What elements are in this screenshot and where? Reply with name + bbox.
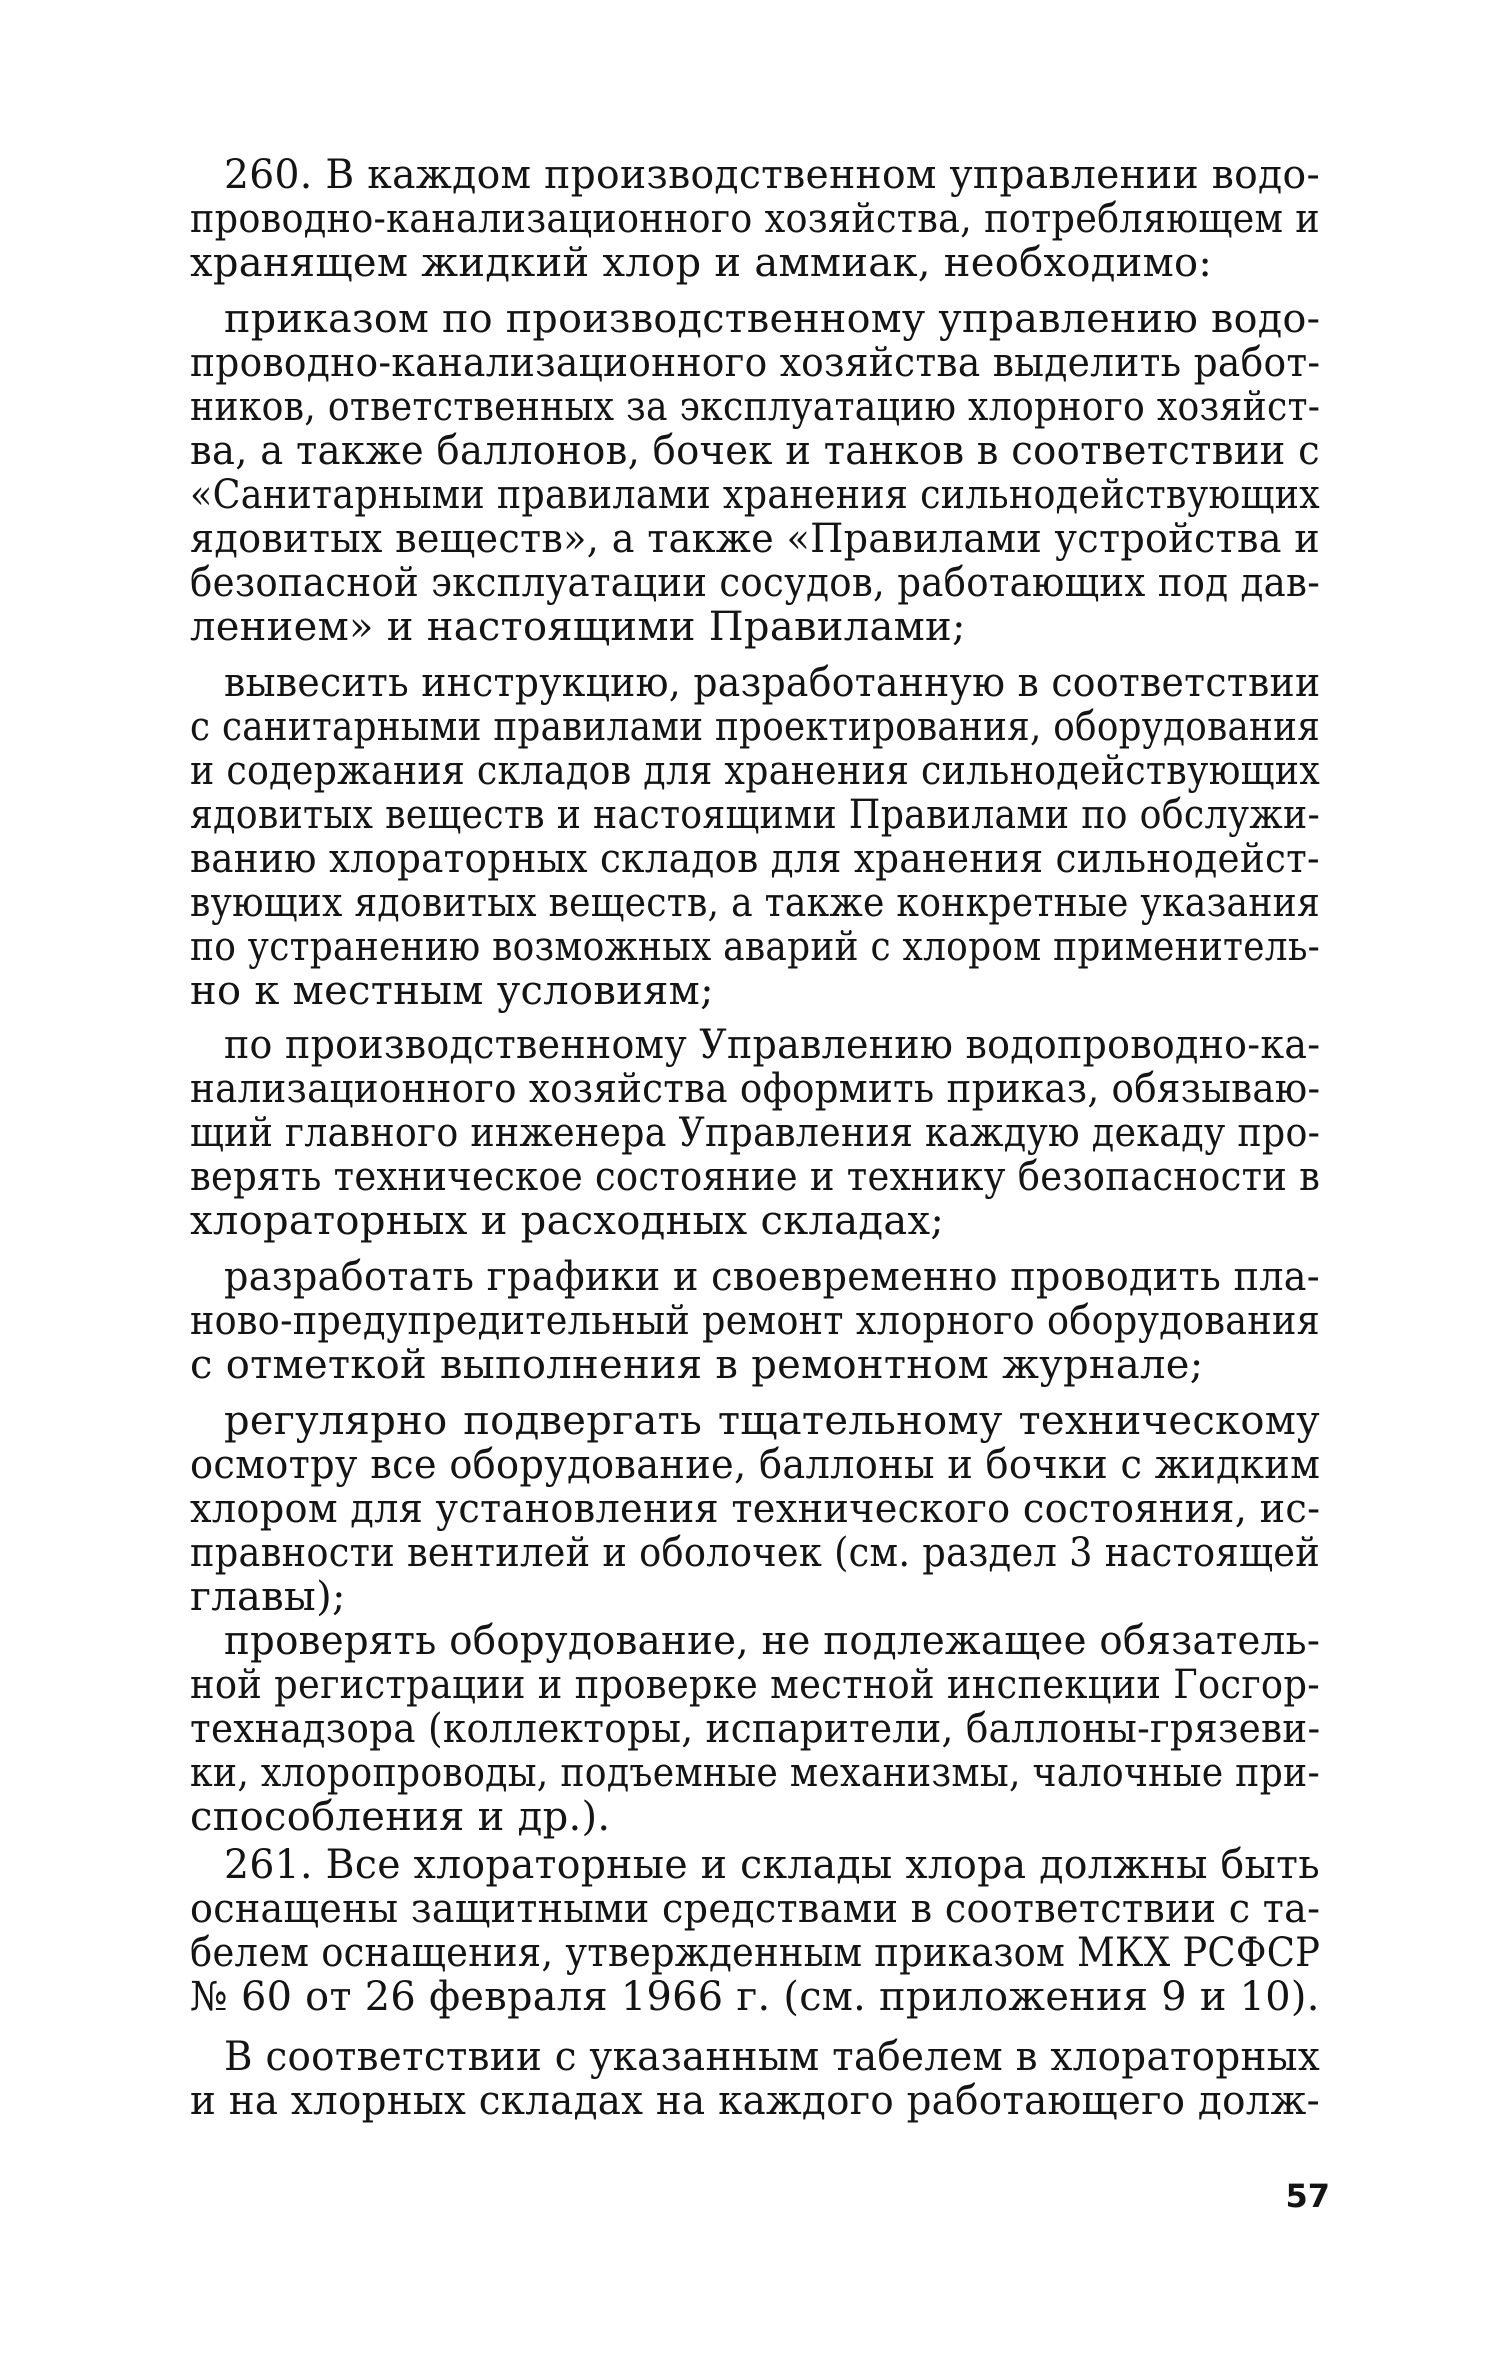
text-line: хлораторных и расходных складах; xyxy=(190,1198,945,1244)
text-line: и содержания складов для хранения сильнодействующих xyxy=(190,748,1321,794)
text-line: белем оснащения, утвержденным приказом МКХ РСФСР xyxy=(190,1930,1321,1976)
text-line: ванию хлораторных складов для хранения сильнодейст- xyxy=(190,836,1320,882)
text-line: технадзора (коллекторы, испарители, баллоны-грязеви- xyxy=(190,1706,1321,1752)
text-line: 261. Все хлораторные и склады хлора должны быть xyxy=(224,1842,1320,1888)
text-line: нализационного хозяйства оформить приказ, обязываю- xyxy=(190,1066,1321,1112)
text-line: «Санитарными правилами хранения сильнодействующих xyxy=(190,472,1321,518)
text-line: правности вентилей и оболочек (см. раздел 3 настоящей xyxy=(190,1530,1321,1576)
text-line: ва, а также баллонов, бочек и танков в соответствии с xyxy=(190,428,1320,474)
text-line: ной регистрации и проверке местной инспекции Госгор- xyxy=(190,1662,1320,1708)
text-line: проводно-канализационного хозяйства выделить работ- xyxy=(190,340,1321,386)
text-line: и на хлорных складах на каждого работающего долж- xyxy=(190,2078,1320,2124)
text-line: осмотру все оборудование, баллоны и бочки с жидким xyxy=(190,1442,1321,1488)
text-line: по производственному Управлению водопроводно-ка- xyxy=(224,1022,1321,1068)
text-line: ядовитых веществ и настоящими Правилами по обслужи- xyxy=(190,792,1320,838)
text-line: верять техническое состояние и технику безопасности в xyxy=(190,1154,1321,1200)
text-line: вующих ядовитых веществ, а также конкретные указания xyxy=(190,880,1321,926)
text-line: щий главного инженера Управления каждую декаду про- xyxy=(190,1110,1321,1156)
page-number: 57 xyxy=(1285,2177,1330,2215)
text-line: способления и др.). xyxy=(190,1794,611,1840)
text-line: № 60 от 26 февраля 1966 г. (см. приложения 9 и 10). xyxy=(190,1974,1320,2020)
text-line: ки, хлоропроводы, подъемные механизмы, чалочные при- xyxy=(190,1750,1320,1796)
text-line: В соответствии с указанным табелем в хлораторных xyxy=(224,2034,1321,2080)
text-line: приказом по производственному управлению водо- xyxy=(224,296,1321,342)
text-line: лением» и настоящими Правилами; xyxy=(190,604,966,650)
text-line: ядовитых веществ», а также «Правилами устройства и xyxy=(190,516,1321,562)
text-line: ников, ответственных за эксплуатацию хлорного хозяйст- xyxy=(190,384,1321,430)
text-line: с отметкой выполнения в ремонтном журнале; xyxy=(190,1342,1204,1388)
text-line: хлором для установления технического состояния, ис- xyxy=(190,1486,1321,1532)
text-line: безопасной эксплуатации сосудов, работающих под дав- xyxy=(190,560,1321,606)
text-line: по устранению возможных аварий с хлором применитель- xyxy=(190,924,1321,970)
text-line: 260. В каждом производственном управлении водо- xyxy=(224,152,1321,198)
text-line: оснащены защитными средствами в соответствии с та- xyxy=(190,1886,1321,1932)
text-line: ново-предупредительный ремонт хлорного оборудования xyxy=(190,1298,1320,1344)
text-line: разработать графики и своевременно проводить пла- xyxy=(224,1254,1320,1300)
text-line: с санитарными правилами проектирования, оборудования xyxy=(190,704,1321,750)
text-line: но к местным условиям; xyxy=(190,968,714,1014)
text-line: вывесить инструкцию, разработанную в соответствии xyxy=(224,660,1321,706)
text-line: проверять оборудование, не подлежащее обязатель- xyxy=(224,1618,1321,1664)
text-line: главы); xyxy=(190,1574,346,1620)
text-line: регулярно подвергать тщательному техническому xyxy=(224,1398,1320,1444)
text-line: проводно-канализационного хозяйства, потребляющем и xyxy=(190,196,1320,242)
text-line: хранящем жидкий хлор и аммиак, необходимо: xyxy=(190,240,1213,286)
